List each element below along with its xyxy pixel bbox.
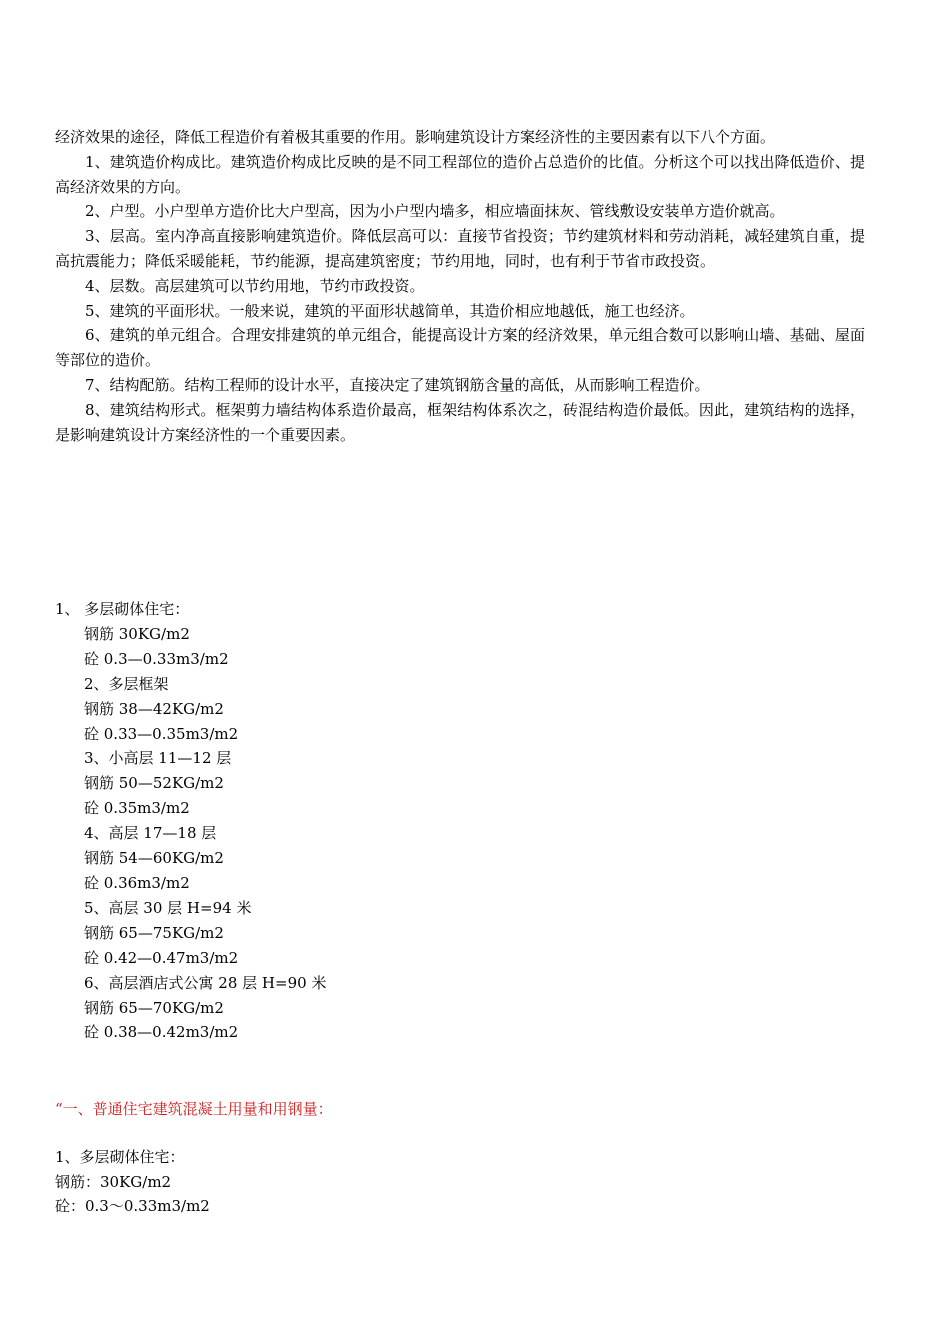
list-item-concrete: 砼 0.35m3/m2: [84, 799, 190, 818]
list-item-steel: 钢筋 65—75KG/m2: [84, 923, 224, 942]
factor-8-paragraph: 8、建筑结构形式。框架剪力墙结构体系造价最高，框架结构体系次之，砖混结构造价最低。因此，建筑结构的选择，是影响建筑设计方案经济性的一个重要因素。: [55, 400, 865, 444]
list-item-heading: 1、多层砌体住宅：: [55, 1148, 185, 1166]
list-item-steel: 钢筋 65—70KG/m2: [84, 998, 224, 1017]
list-item-steel: 钢筋 54—60KG/m2: [84, 849, 224, 868]
factor-2-paragraph: 2、户型。小户型单方造价比大户型高，因为小户型内墙多，相应墙面抹灰、管线敷设安装单方造价就高。: [85, 202, 785, 221]
factor-1-paragraph: 1、建筑造价构成比。建筑造价构成比反映的是不同工程部位的造价占总造价的比值。分析这个可以找出降低造价、提高经济效果的方向。: [55, 152, 865, 196]
list-item-steel: 钢筋 38—42KG/m2: [84, 699, 224, 718]
list-item-concrete: 砼 0.42—0.47m3/m2: [84, 948, 239, 967]
list-item-heading: 1、 多层砌体住宅：: [55, 600, 190, 618]
section-heading: “一、普通住宅建筑混凝土用量和用钢量：: [55, 1100, 333, 1118]
factor-4-paragraph: 4、层数。高层建筑可以节约用地，节约市政投资。: [85, 276, 425, 295]
list-item-heading: 3、小高层 11—12 层: [84, 749, 232, 768]
intro-section: [55, 125, 865, 447]
factor-3-paragraph: 3、层高。室内净高直接影响建筑造价。降低层高可以：直接节省投资；节约建筑材料和劳动消耗，减轻建筑自重，提高抗震能力；降低采暖能耗，节约能源，提高建筑密度；节约用地，同时，也有利于节省市政投资。: [55, 227, 865, 270]
intro-paragraph-lead: 经济效果的途径，降低工程造价有着极其重要的作用。影响建筑设计方案经济性的主要因素有以下八个方面。: [55, 128, 776, 146]
residential-usage-list: [55, 1145, 210, 1219]
list-item-heading: 4、高层 17—18 层: [84, 824, 217, 843]
list-item-concrete: 砼 0.38—0.42m3/m2: [84, 1023, 239, 1042]
material-usage-list: [55, 597, 655, 1045]
list-item-concrete: 砼 0.33—0.35m3/m2: [84, 724, 239, 743]
factor-7-paragraph: 7、结构配筋。结构工程师的设计水平，直接决定了建筑钢筋含量的高低，从而影响工程造价。: [85, 375, 710, 394]
list-item-steel: 钢筋 50—52KG/m2: [84, 774, 224, 793]
list-item-steel: 钢筋 30KG/m2: [84, 624, 190, 643]
list-item-steel: 钢筋：30KG/m2: [55, 1172, 172, 1191]
list-item-heading: 2、多层框架: [84, 674, 169, 693]
factor-5-paragraph: 5、建筑的平面形状。一般来说，建筑的平面形状越简单，其造价相应地越低，施工也经济。: [85, 301, 695, 320]
list-item-heading: 5、高层 30 层 H=94 米: [84, 898, 252, 917]
list-item-concrete: 砼 0.36m3/m2: [84, 873, 190, 892]
list-item-concrete: 砼 0.3—0.33m3/m2: [84, 649, 229, 668]
factor-6-paragraph: 6、建筑的单元组合。合理安排建筑的单元组合，能提高设计方案的经济效果，单元组合数可以影响山墙、基础、屋面等部位的造价。: [55, 326, 865, 370]
list-item-concrete: 砼：0.3～0.33m3/m2: [55, 1197, 210, 1215]
list-item-heading: 6、高层酒店式公寓 28 层 H=90 米: [84, 973, 327, 992]
